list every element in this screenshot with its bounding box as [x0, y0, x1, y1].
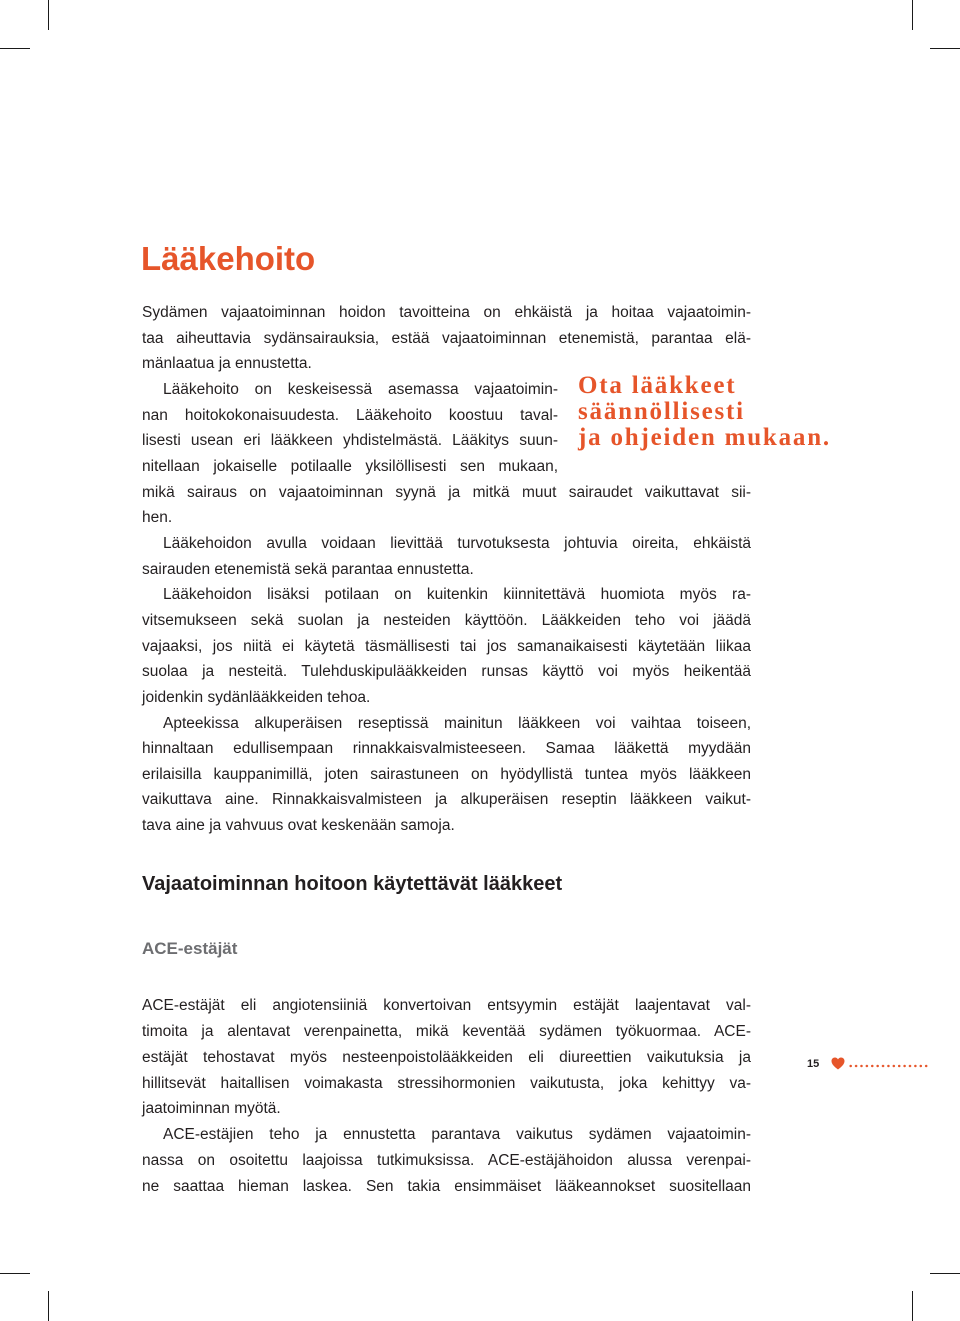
text-line: ACE-estäjät eli angiotensiiniä konvertoivan entsyymin estäjät laajentavat val- — [142, 997, 751, 1014]
body-paragraph-4 — [142, 582, 751, 710]
ace-paragraph-1 — [142, 993, 751, 1122]
text-line: hen. — [142, 509, 173, 527]
text-line: suolaa ja nesteitä. Tulehduskipulääkkeiden runsas käyttö voi myös heikentää — [142, 663, 751, 681]
text-line: nitellaan jokaiselle potilaalle yksilöllisesti sen mukaan, — [142, 457, 558, 475]
body-paragraph-3 — [142, 531, 751, 582]
text-line: estäjät tehostavat myös nesteenpoistolääkkeiden eli diureettien vaikutuksia ja — [142, 1048, 751, 1066]
text-line: joidenkin sydänlääkkeiden tehoa. — [142, 688, 371, 706]
text-line: vajaaksi, jos niitä ei käytetä täsmällisesti tai jos samanaikaisesti käytetään liikaa — [142, 637, 751, 655]
pull-quote-line: säännöllisesti — [578, 398, 745, 425]
text-line: lisesti usean eri lääkkeen yhdistelmästä. Lääkitys suun- — [142, 432, 558, 450]
page-number: 15 — [807, 1058, 820, 1070]
crop-mark — [48, 1291, 49, 1321]
text-line: Sydämen vajaatoiminnan hoidon tavoitteina on ehkäistä ja hoitaa vajaatoimin- — [142, 304, 751, 321]
text-line: Lääkehoidon lisäksi potilaan on kuitenkin kiinnitettävä huomiota myös ra- — [163, 586, 751, 604]
page-title: Lääkehoito — [141, 240, 316, 277]
ace-inhibitors-text — [142, 993, 751, 1200]
text-line: Lääkehoito on keskeisessä asemassa vajaatoimin- — [163, 380, 558, 398]
text-line: hillitsevät haitallisen voimakasta stressihormonien vaikutusta, joka kehittyy va- — [142, 1074, 751, 1092]
crop-mark — [912, 0, 913, 30]
text-line: ne saattaa hieman laskea. Sen takia ensimmäiset lääkeannokset suositellaan — [142, 1178, 751, 1196]
text-line: mikä sairaus on vajaatoiminnan syynä ja mitkä muut sairaudet vaikuttavat sii- — [142, 483, 751, 501]
dotted-rule — [848, 1064, 930, 1068]
crop-mark — [0, 1273, 30, 1274]
text-line: vitsemukseen sekä suolan ja nesteiden käyttöön. Lääkkeiden teho voi jäädä — [142, 611, 751, 629]
pull-quote-line: ja ohjeiden mukaan. — [578, 424, 831, 451]
text-line: hinnaltaan edullisempaan rinnakkaisvalmisteeseen. Samaa lääkettä myydään — [142, 740, 751, 758]
text-line: nassa on osoitettu laajoissa tutkimuksissa. ACE-estäjähoidon alussa verenpai- — [142, 1152, 751, 1170]
heart-icon — [831, 1057, 845, 1070]
text-line: sairauden etenemistä sekä parantaa ennustetta. — [142, 560, 474, 578]
crop-mark — [930, 1273, 960, 1274]
text-line: tava aine ja vahvuus ovat keskenään samoja. — [142, 817, 455, 835]
pull-quote-line: Ota lääkkeet — [578, 372, 737, 399]
crop-mark — [48, 0, 49, 30]
text-line: Apteekissa alkuperäisen reseptissä mainitun lääkkeen voi vaihtaa toiseen, — [163, 714, 751, 732]
crop-mark — [912, 1291, 913, 1321]
text-line: Lääkehoidon avulla voidaan lievittää turvotuksesta johtuvia oireita, ehkäistä — [163, 534, 751, 552]
text-line: ACE-estäjien teho ja ennustetta parantava vaikutus sydämen vajaatoimin- — [163, 1126, 751, 1144]
section-heading: Vajaatoiminnan hoitoon käytettävät lääkkeet — [142, 873, 563, 895]
text-line: mänlaatua ja ennustetta. — [142, 355, 312, 373]
ace-paragraph-2 — [142, 1122, 751, 1200]
text-line: vaikuttava aine. Rinnakkaisvalmisteen ja alkuperäisen reseptin lääkkeen vaikut- — [142, 791, 751, 809]
crop-mark — [0, 48, 30, 49]
text-line: timoita ja alentavat verenpainetta, mikä keventää sydämen työkuormaa. ACE- — [142, 1022, 751, 1040]
subsection-heading: ACE-estäjät — [142, 939, 238, 958]
text-line: jaatoiminnan myötä. — [142, 1100, 281, 1118]
body-paragraph-1 — [142, 300, 751, 377]
body-paragraph-5 — [142, 711, 751, 839]
crop-mark — [930, 48, 960, 49]
text-line: nan hoitokokonaisuudesta. Lääkehoito koostuu taval- — [142, 406, 558, 424]
text-line: taa aiheuttavia sydänsairauksia, estää vajaatoiminnan etenemistä, parantaa elä- — [142, 329, 751, 347]
text-line: erilaisilla kauppanimillä, joten sairastuneen on hyödyllistä tuntea myös lääkkeen — [142, 765, 751, 783]
pull-quote — [578, 373, 831, 451]
